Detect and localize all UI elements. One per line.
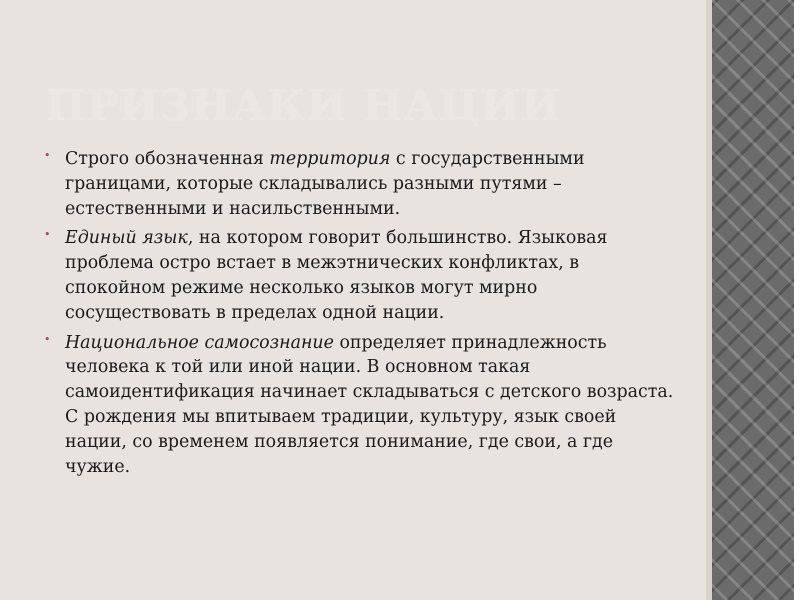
bullet-emphasis: Национальное самосознание <box>65 332 334 353</box>
bullet-text: , на котором говорит большинство. Языковая проблема остро встает в межэтнических конфликтах, в спокойном режиме несколько языков могут мирно сосуществовать в пределах одной нации. <box>65 228 608 323</box>
bullet-emphasis: территория <box>269 149 391 169</box>
bullet-list <box>44 147 674 484</box>
bullet-marker: • <box>44 332 51 346</box>
bullet-item-territory <box>44 147 674 221</box>
bullet-text: с государственными границами, которые складывались разными путями – естественными и насильственными. <box>65 149 585 219</box>
bullet-text: определяет принадлежность человека к той или иной нации. В основном такая самоидентификация начинает складываться с детского возраста. С рождения мы впитываем традиции, культуру, язык своей нации, со временем появляется понимание, где свои, а где чужие. <box>65 332 674 477</box>
bullet-emphasis: Единый язык <box>65 228 188 249</box>
side-decoration-band <box>712 0 794 600</box>
right-border <box>794 0 800 600</box>
bullet-marker: • <box>44 228 51 242</box>
bullet-item-language <box>44 226 674 325</box>
bullet-marker: • <box>44 149 51 162</box>
bullet-lead: Строго обозначенная <box>65 149 270 169</box>
bullet-item-self-awareness <box>44 331 674 480</box>
slide-title: ПРИЗНАКИ НАЦИИ <box>46 81 562 130</box>
